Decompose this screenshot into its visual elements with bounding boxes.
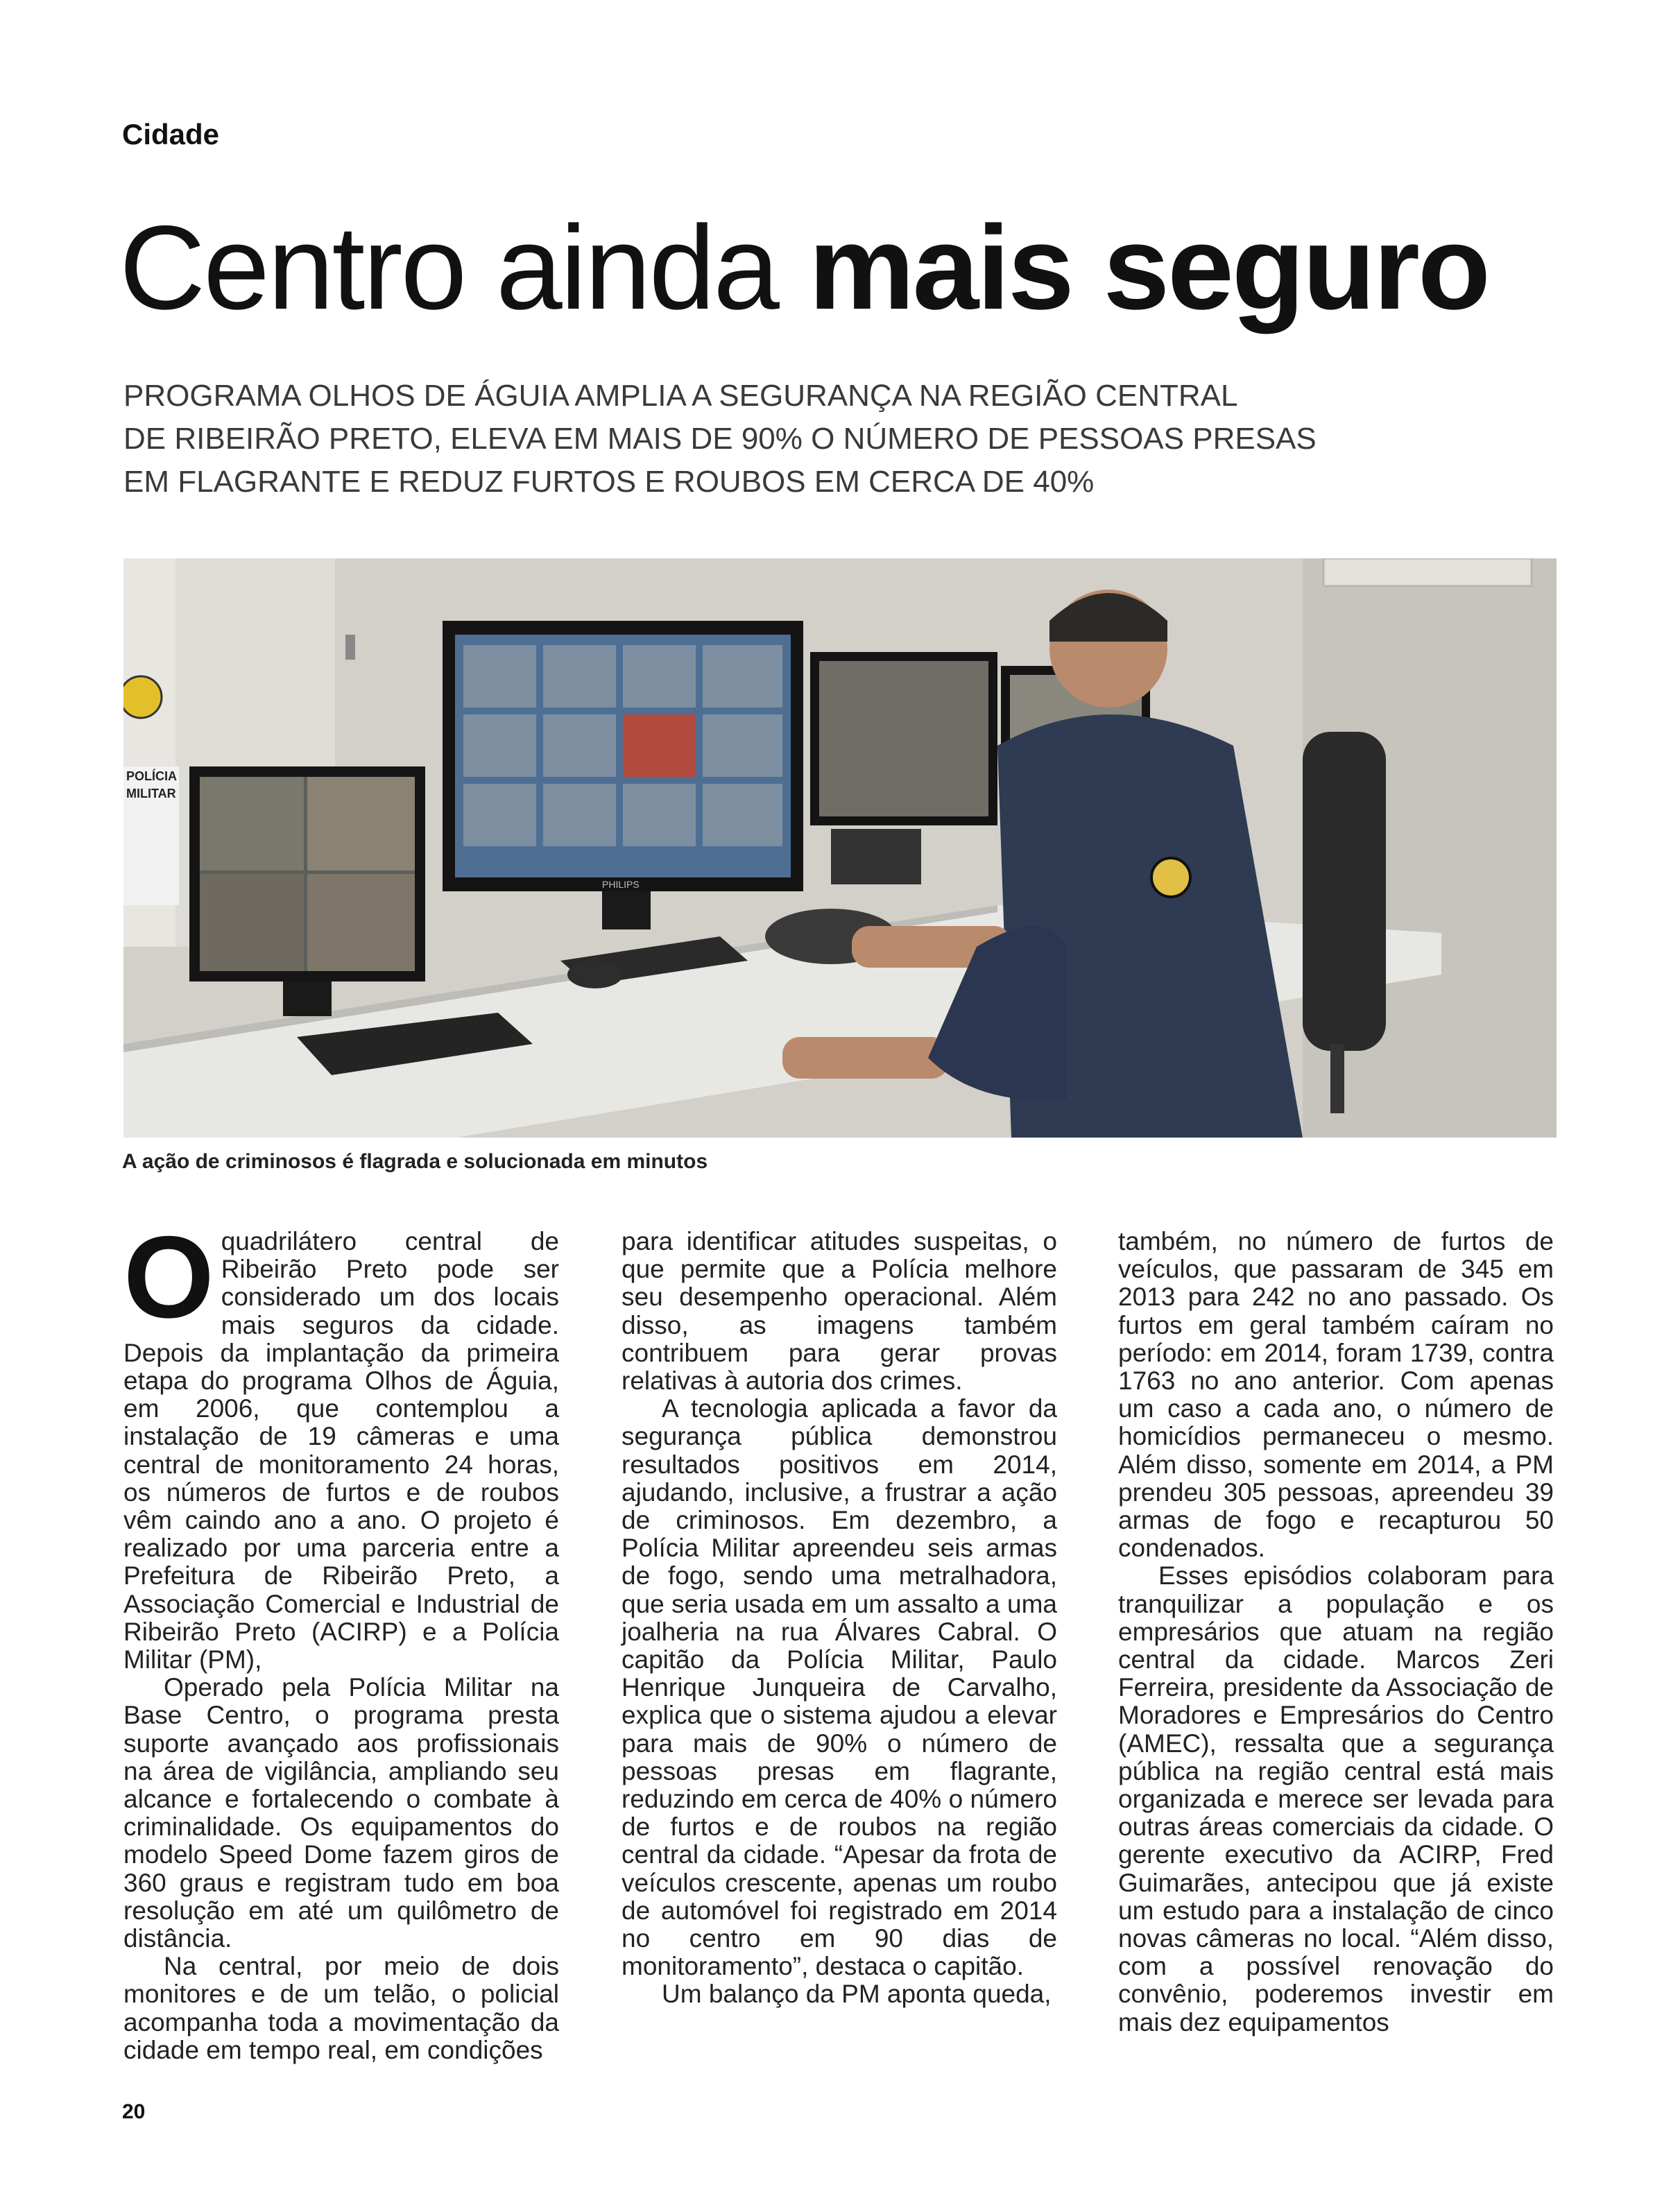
- subhead: [123, 375, 1317, 504]
- article-column-1: [123, 1212, 559, 2064]
- article-body: [123, 1212, 1557, 2064]
- drop-cap: O: [123, 1212, 214, 1342]
- article-photo: [123, 558, 1557, 1138]
- monitoring-room-illustration: [123, 558, 1557, 1138]
- headline-light: Centro ainda: [119, 201, 778, 334]
- photo-caption: A ação de criminosos é flagrada e solucionada em minutos: [122, 1150, 708, 1173]
- section-label: Cidade: [122, 118, 220, 151]
- article-column-3: [1118, 1228, 1554, 2037]
- headline: [119, 201, 1489, 334]
- sign-text: MILITAR: [126, 787, 176, 800]
- sign-text: POLÍCIA: [126, 769, 178, 783]
- paragraph-text: quadrilátero central de Ribeirão Preto pode ser considerado um dos locais mais seguros da cidade. Depois da implantação da primeira etapa do programa Olhos de Águia, em 2006, que contemplou a instalação de 19 câmeras e uma central de monitoramento 24 horas, os números de furtos e de roubos vêm caindo ano a ano. O projeto é realizado por uma parceria entre a Prefeitura de Ribeirão Preto, a Associação Comercial e Industrial de Ribeirão Preto (ACIRP) e a Polícia Militar (PM),: [123, 1227, 559, 1674]
- paragraph: para identificar atitudes suspeitas, o que permite que a Polícia melhore seu desempenho operacional. Além disso, as imagens também contribuem para gerar provas relativas à autoria dos crimes.: [622, 1227, 1057, 1396]
- headline-bold: mais seguro: [808, 201, 1489, 334]
- monitor-brand: PHILIPS: [602, 879, 640, 890]
- paragraph: Esses episódios colaboram para tranquilizar a população e os empresários que atuam na região central da cidade. Marcos Zeri Ferreira, presidente da Associação de Moradores e Empresários do Centro (AMEC), ressalta que a segurança pública na região central está mais organizada e merece ser levada para outras áreas comerciais da cidade. O gerente executivo da ACIRP, Fred Guimarães, antecipou que já existe um estudo para a instalação de cinco novas câmeras no local. “Além disso, com a possível renovação do convênio, poderemos investir em mais dez equipamentos: [1118, 1561, 1554, 2037]
- subhead-line: EM FLAGRANTE E REDUZ FURTOS E ROUBOS EM CERCA DE 40%: [123, 465, 1095, 499]
- subhead-line: PROGRAMA OLHOS DE ÁGUIA AMPLIA A SEGURANÇA NA REGIÃO CENTRAL: [123, 379, 1238, 413]
- page-number: 20: [122, 2100, 146, 2123]
- paragraph: Na central, por meio de dois monitores e de um telão, o policial acompanha toda a movimentação da cidade em tempo real, em condições: [123, 1952, 559, 2064]
- paragraph: também, no número de furtos de veículos, que passaram de 345 em 2013 para 242 no ano passado. Os furtos em geral também caíram no período: em 2014, foram 1739, contra 1763 no ano anterior. Com apenas um caso a cada ano, o número de homicídios permaneceu o mesmo. Além disso, somente em 2014, a PM prendeu 305 pessoas, apreendeu 39 armas de fogo e recapturou 50 condenados.: [1118, 1227, 1554, 1563]
- paragraph: Operado pela Polícia Militar na Base Centro, o programa presta suporte avançado aos profissionais na área de vigilância, ampliando seu alcance e fortalecendo o combate à criminalidade. Os equipamentos do modelo Speed Dome fazem giros de 360 graus e registram tudo em boa resolução em até um quilômetro de distância.: [123, 1673, 559, 1953]
- paragraph: Um balanço da PM aponta queda,: [662, 1980, 1052, 2009]
- paragraph: A tecnologia aplicada a favor da segurança pública demonstrou resultados positivos em 2014, ajudando, inclusive, a frustrar a ação de criminosos. Em dezembro, a Polícia Militar apreendeu seis armas de fogo, sendo uma metralhadora, que seria usada em um assalto a uma joalheria na rua Álvares Cabral. O capitão da Polícia Militar, Paulo Henrique Junqueira de Carvalho, explica que o sistema ajudou a elevar para mais de 90% o número de pessoas presas em flagrante, reduzindo em cerca de 40% o número de furtos e de roubos na região central da cidade. “Apesar da frota de veículos crescente, apenas um roubo de automóvel foi registrado em 2014 no centro em 90 dias de monitoramento”, destaca o capitão.: [622, 1394, 1057, 1981]
- paragraph: [123, 1212, 559, 1674]
- article-column-2: [622, 1228, 1057, 2009]
- subhead-line: DE RIBEIRÃO PRETO, ELEVA EM MAIS DE 90% O NÚMERO DE PESSOAS PRESAS: [123, 422, 1317, 456]
